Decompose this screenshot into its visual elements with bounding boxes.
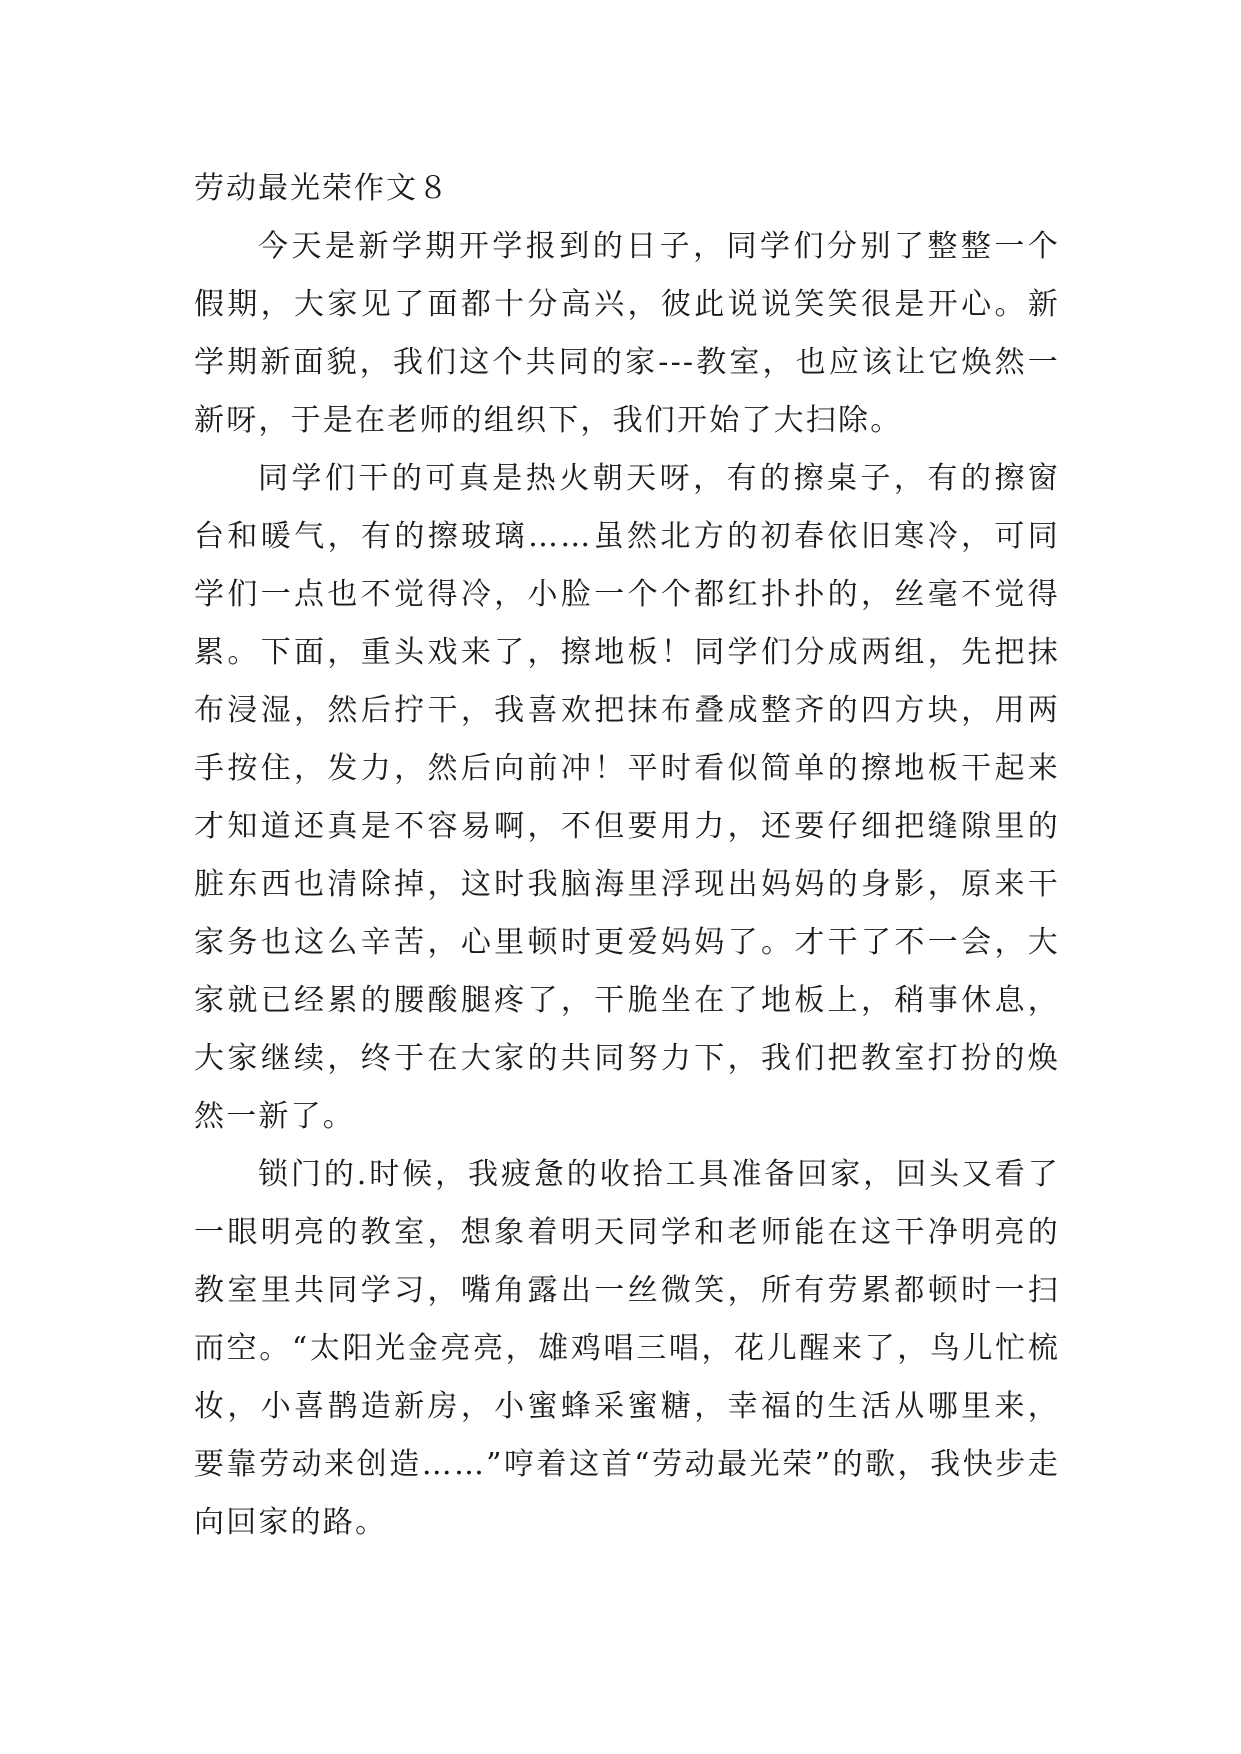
paragraph-2: 同学们干的可真是热火朝天呀，有的擦桌子，有的擦窗台和暖气，有的擦玻璃……虽然北方的初春依旧寒冷，可同学们一点也不觉得冷，小脸一个个都红扑扑的，丝毫不觉得累。下面，重头戏来了，擦地板！同学们分成两组，先把抹布浸湿，然后拧干，我喜欢把抹布叠成整齐的四方块，用两手按住，发力，然后向前冲！平时看似简单的擦地板干起来才知道还真是不容易啊，不但要用力，还要仔细把缝隙里的脏东西也清除掉，这时我脑海里浮现出妈妈的身影，原来干家务也这么辛苦，心里顿时更爱妈妈了。才干了不一会，大家就已经累的腰酸腿疼了，干脆坐在了地板上，稍事休息，大家继续，终于在大家的共同努力下，我们把教室打扮的焕然一新了。 [194, 461, 1060, 1134]
paragraph-3: 锁门的.时候，我疲惫的收拾工具准备回家，回头又看了一眼明亮的教室，想象着明天同学和老师能在这干净明亮的教室里共同学习，嘴角露出一丝微笑，所有劳累都顿时一扫而空。“太阳光金亮亮，雄鸡唱三唱，花儿醒来了，鸟儿忙梳妆，小喜鹊造新房，小蜜蜂采蜜糖，幸福的生活从哪里来，要靠劳动来创造……”哼着这首“劳动最光荣”的歌，我快步走向回家的路。 [194, 1157, 1060, 1540]
paragraph-1: 今天是新学期开学报到的日子，同学们分别了整整一个假期，大家见了面都十分高兴，彼此说说笑笑很是开心。新学期新面貌，我们这个共同的家---教室，也应该让它焕然一新呀，于是在老师的组织下，我们开始了大扫除。 [194, 229, 1060, 438]
document-title: 劳动最光荣作文８ [194, 171, 450, 206]
document-body [194, 160, 1060, 1552]
